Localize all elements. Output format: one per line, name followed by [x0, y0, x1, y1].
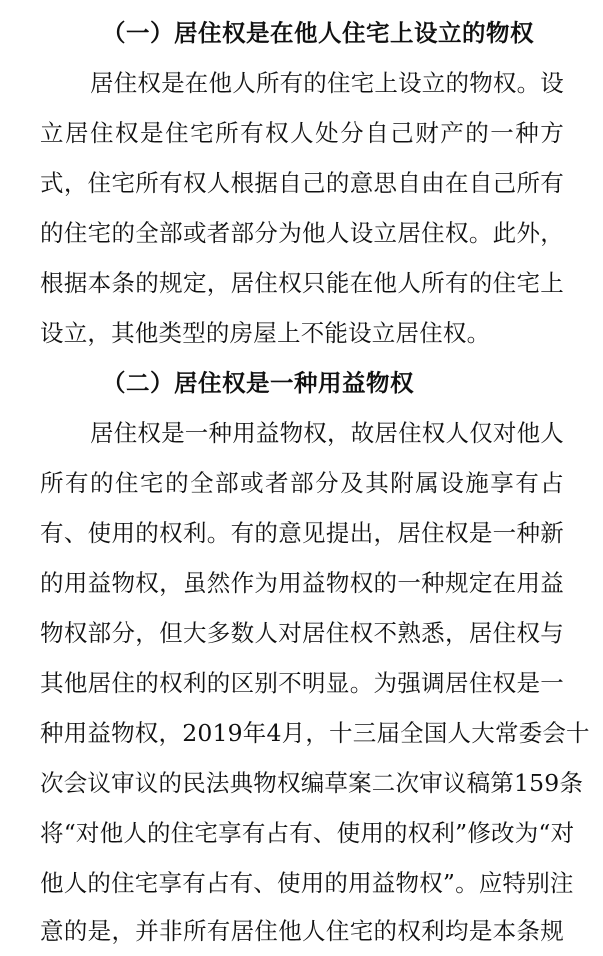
paragraph-1-line-6: 设立，其他类型的房屋上不能设立居住权。 [40, 319, 491, 347]
paragraph-2-line-11: 意的是，并非所有居住他人住宅的权利均是本条规 [40, 917, 564, 945]
paragraph-1-line-5: 根据本条的规定，居住权只能在他人所有的住宅上 [40, 269, 564, 297]
paragraph-2-line-1: 居住权是一种用益物权，故居住权人仅对他人 [90, 419, 564, 447]
paragraph-2-line-4: 的用益物权，虽然作为用益物权的一种规定在用益 [40, 569, 564, 597]
paragraph-1-line-2: 立居住权是住宅所有权人处分自己财产的一种方 [40, 119, 564, 147]
paragraph-2-line-9: 将“对他人的住宅享有占有、使用的权利”修改为“对 [40, 819, 575, 847]
section-heading-1: （一）居住权是在他人住宅上设立的物权 [102, 19, 534, 47]
paragraph-2-line-5: 物权部分，但大多数人对居住权不熟悉，居住权与 [40, 619, 564, 647]
paragraph-1-line-3: 式，住宅所有权人根据自己的意思自由在自己所有 [40, 169, 564, 197]
paragraph-2-line-7: 种用益物权，2019年4月，十三届全国人大常委会十 [40, 719, 590, 747]
paragraph-2-line-8: 次会议审议的民法典物权编草案二次审议稿第159条 [40, 769, 584, 797]
paragraph-2-line-3: 有、使用的权利。有的意见提出，居住权是一种新 [40, 519, 564, 547]
paragraph-1-line-1: 居住权是在他人所有的住宅上设立的物权。设 [90, 69, 564, 97]
paragraph-1-line-4: 的住宅的全部或者部分为他人设立居住权。此外， [40, 219, 564, 247]
paragraph-2-line-10: 他人的住宅享有占有、使用的用益物权”。应特别注 [40, 869, 574, 897]
paragraph-2-line-2: 所有的住宅的全部或者部分及其附属设施享有占 [40, 469, 564, 497]
paragraph-2-line-6: 其他居住的权利的区别不明显。为强调居住权是一 [40, 669, 564, 697]
section-heading-2: （二）居住权是一种用益物权 [102, 369, 414, 397]
